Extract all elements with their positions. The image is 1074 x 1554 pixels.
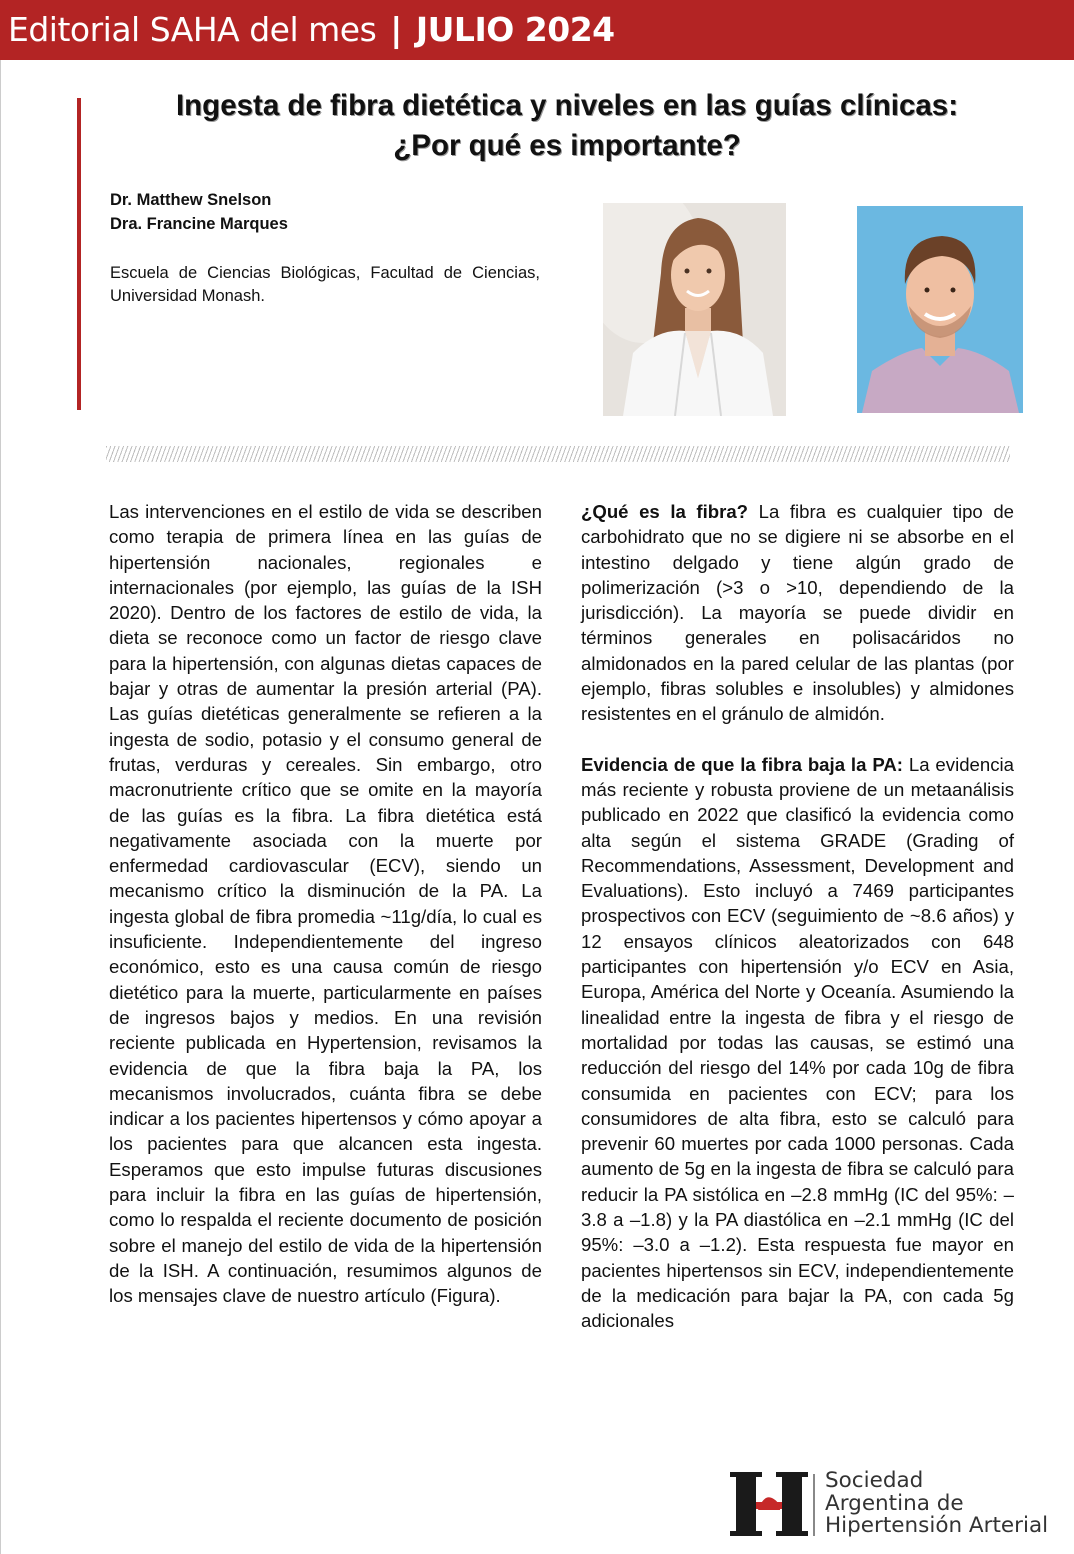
intro-paragraph: Las intervenciones en el estilo de vida se describen como terapia de primera línea en las guías de hipertensión nacionales, regionales e internacionales (por ejemplo, las guías de la ISH 2020). Dentro de los factores de estilo de vida, la dieta se reconoce como un factor de riesgo clave para la hipertensión, con algunas dietas capaces de bajar y otras de aumentar la presión arterial (PA). Las guías dietéticas generalmente se refieren a la ingesta de sodio, potasio y el consumo general de frutas, verduras y cereales. Sin embargo, otro macronutriente crítico que se omite en la mayoría de las guías es la fibra. La fibra dietética está negativamente asociada con la muerte por enfermedad cardiovascular (ECV), siendo un mecanismo crítico la disminución de la PA. La ingesta global de fibra promedia ~11g/día, lo cual es insuficiente. Independientemente del ingreso económico, esto es una causa común de riesgo dietético para la muerte, particularmente en países de ingresos bajos y medios. En una revisión reciente publicada en Hypertension, revisamos la evidencia de que la fibra baja la PA, los mecanismos involucrados, cuánta fibra se debe indicar a los pacientes hipertensos y cómo apoyar a los pacientes para que alcancen esta ingesta. Esperamos que esto impulse futuras discusiones para incluir la fibra en las guías de hipertensión, como lo respalda el reciente documento de posición sobre el manejo del estilo de vida de la hipertensión de la ISH. A continuación, resumimos algunos de los mensajes clave de nuestro artículo (Figura). — [109, 501, 542, 1307]
header-date: JULIO 2024 — [415, 10, 615, 49]
portrait-woman-image — [603, 203, 786, 416]
header-separator: | — [390, 10, 402, 49]
section-heading: Evidencia de que la fibra baja la PA: — [581, 753, 903, 775]
accent-rule — [77, 98, 81, 410]
logo-wordmark — [825, 1470, 1048, 1538]
logo-line-3: Hipertensión Arterial — [825, 1513, 1049, 1538]
portrait-man-image — [857, 206, 1023, 413]
section-text: La evidencia más reciente y robusta proviene de un metaanálisis publicado en 2022 que clasificó la evidencia como alta según el sistema GRADE (Grading of Recommendations, Assessment, Development and Evaluations). Esto incluyó a 7469 participantes prospectivos con ECV (seguimiento de ~8.6 años) y 12 ensayos clínicos aleatorizados con 648 participantes con hipertensión y/o ECV en Asia, Europa, América del Norte y Oceanía. Asumiendo la linealidad entre la ingesta de fibra y el riesgo de mortalidad por todas las causas, se estimó una reducción del riesgo del 14% por cada 10g de fibra consumida en pacientes con ECV; para los consumidores de alta fibra, esto se calculó para prevenir 60 muertes por cada 1000 personas. Cada aumento de 5g en la ingesta de fibra se calculó para reducir la PA sistólica en –2.8 mmHg (IC del 95%: –3.8 a –1.8) y la PA diastólica en –2.1 mmHg (IC del 95%: –3.0 a –1.2). Esta respuesta fue mayor en pacientes hipertensos sin ECV, independientemente de la medicación para bajar la PA, con cada 5g adicionales — [581, 753, 1014, 1332]
section-text: La fibra es cualquier tipo de carbohidrato que no se digiere ni se absorbe en el intestino delgado y tiene algún grado de polimerización (>3 o >10, dependiendo de la jurisdicción). La mayoría se puede dividir en términos generales en polisacáridos no almidonados en la pared celular de las plantas (por ejemplo, fibras solubles e insolubles) y almidones resistentes en el gránulo de almidón. — [581, 501, 1015, 725]
logo-line-2: Argentina de — [825, 1490, 964, 1516]
header-bar — [0, 0, 1074, 60]
author-1: Dr. Matthew Snelson — [110, 191, 272, 209]
section-heading: ¿Qué es la fibra? — [581, 501, 749, 522]
title-line-2: ¿Por qué es importante? — [393, 129, 741, 162]
section-evidence — [581, 752, 1014, 1334]
header-title — [8, 8, 615, 52]
author-photo-man — [857, 206, 1023, 413]
body-column-right — [581, 499, 1014, 1334]
title-line-1: Ingesta de fibra dietética y niveles en las guías clínicas: — [175, 89, 959, 122]
author-photo-woman — [603, 203, 786, 416]
affiliation: Escuela de Ciencias Biológicas, Facultad de Ciencias, Universidad Monash. — [110, 264, 540, 305]
article-title — [86, 86, 1048, 166]
page-border — [0, 60, 1, 1554]
hatched-divider — [106, 446, 1010, 462]
header-label: Editorial SAHA del mes — [8, 10, 377, 49]
section-fiber-definition — [581, 499, 1014, 727]
author-2: Dra. Francine Marques — [110, 215, 288, 233]
logo-line-1: Sociedad — [825, 1468, 924, 1493]
saha-logo-mark-icon — [730, 1470, 810, 1538]
saha-logo — [730, 1470, 1060, 1540]
body-column-left — [109, 499, 542, 1309]
authors — [110, 188, 288, 236]
paragraph-gap — [581, 727, 1014, 752]
logo-separator — [813, 1474, 815, 1536]
